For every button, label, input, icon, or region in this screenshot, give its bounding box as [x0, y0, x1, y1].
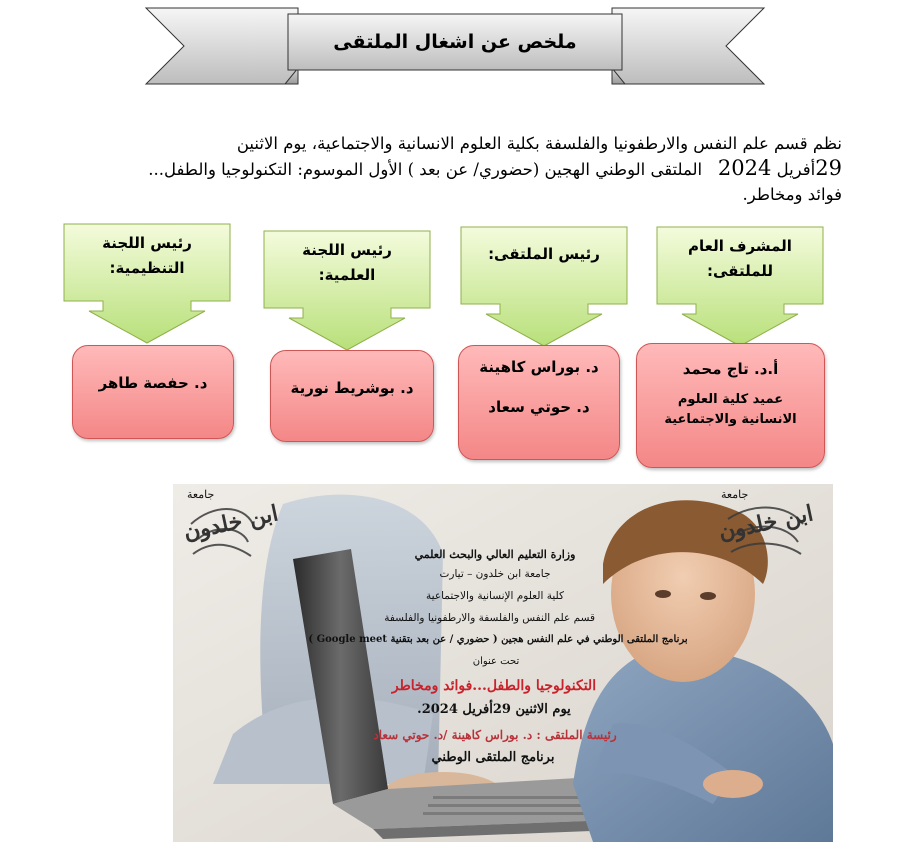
intro-paragraph	[70, 131, 842, 207]
intro-month: أفريل	[776, 160, 816, 179]
person-name: د. حفصة طاهر	[98, 374, 208, 392]
poster-line-chairs: رئيسة الملتقى : د. بوراس كاهينة /د. حوتي سعاد	[373, 728, 617, 742]
name-box-general-supervisor	[636, 343, 825, 468]
logo-left: ابن خلدون	[181, 500, 281, 546]
person-title: عميد كلية العلوم الانسانية والاجتماعية	[664, 392, 797, 427]
role-scientific-committee	[263, 230, 431, 352]
logo-left-small: جامعة	[187, 488, 215, 501]
intro-year: 2024	[717, 156, 772, 180]
role-conference-chair	[460, 226, 628, 348]
poster-line-faculty: كلية العلوم الإنسانية والاجتماعية	[426, 590, 564, 602]
logo-right: ابن خلدون	[716, 500, 816, 546]
person-name-2: د. حوتي سعاد	[488, 398, 590, 416]
poster-line-department: قسم علم النفس والفلسفة والارطفونيا والفلسفة	[384, 612, 595, 624]
name-box-organizing-committee	[72, 345, 234, 439]
person-name: د. بوراس كاهينة	[479, 358, 599, 376]
role-label: رئيس الملتقى:	[488, 245, 600, 263]
intro-line-3: فوائد ومخاطر.	[742, 185, 842, 204]
role-label: المشرف العام للملتقى:	[688, 237, 792, 280]
intro-event: الملتقى الوطني الهجين (حضوري/ عن بعد ) الأول الموسوم: التكنولوجيا والطفل...	[148, 160, 703, 179]
title-banner	[140, 4, 770, 96]
role-label: رئيس اللجنة العلمية:	[302, 241, 392, 284]
name-box-scientific-committee	[270, 350, 434, 442]
role-label: رئيس اللجنة التنظيمية:	[102, 234, 192, 277]
name-box-conference-chair	[458, 345, 620, 460]
role-organizing-committee	[63, 223, 231, 345]
poster-line-program-footer: برنامج الملتقى الوطني	[431, 750, 555, 765]
poster-line-under-title: تحت عنوان	[472, 656, 520, 667]
intro-line-1: نظم قسم علم النفس والارطفونيا والفلسفة بكلية العلوم الانسانية والاجتماعية، يوم الاثنين	[236, 134, 842, 153]
intro-line-2	[70, 156, 842, 182]
poster-line-theme: التكنولوجيا والطفل...فوائد ومخاطر	[391, 678, 597, 694]
poster-line-ministry: وزارة التعليم العالي والبحث العلمي	[414, 548, 576, 561]
person-name: د. بوشريط نورية	[290, 379, 414, 397]
intro-date-day: 29	[815, 156, 842, 180]
poster-line-university: جامعة ابن خلدون – تيارت	[439, 568, 551, 580]
logo-right-small: جامعة	[721, 488, 749, 501]
conference-poster	[173, 484, 833, 842]
poster-line-date: يوم الاثنين 29أفريل 2024.	[417, 702, 571, 717]
person-name: أ.د. تاج محمد	[682, 360, 779, 378]
role-general-supervisor	[656, 226, 824, 348]
poster-line-program: برنامج الملتقى الوطني في علم النفس هجين ( حضوري / عن بعد بتقنية Google meet )	[308, 634, 688, 645]
page-title: ملخص عن اشغال الملتقى	[333, 31, 577, 53]
